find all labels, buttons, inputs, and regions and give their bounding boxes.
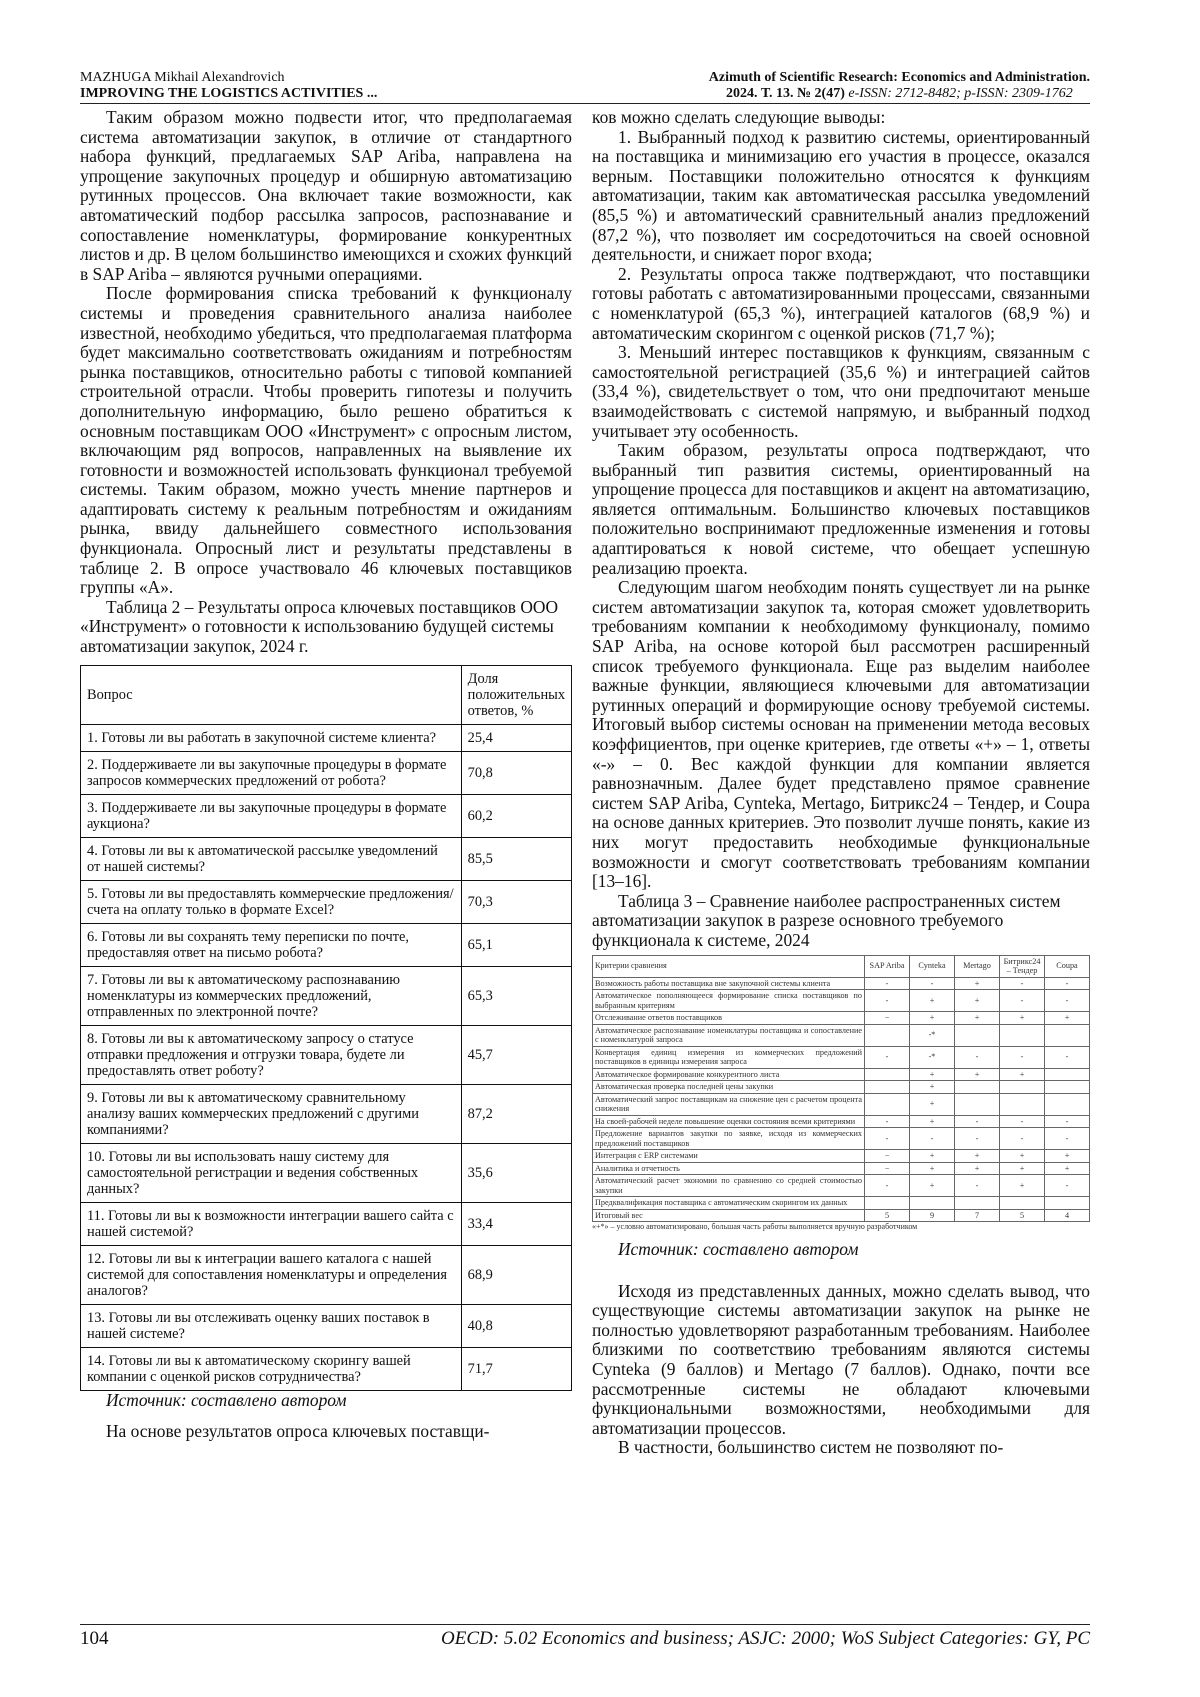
table3-mark-cell: - — [1045, 1128, 1090, 1150]
table2-value-cell: 25,4 — [461, 724, 571, 751]
table3-row — [593, 1128, 1090, 1150]
table2-value-cell: 65,3 — [461, 966, 571, 1025]
table3-header-system: SAP Ariba — [865, 955, 910, 977]
table3-mark-cell: + — [910, 1093, 955, 1115]
table2-question-cell: 5. Готовы ли вы предоставлять коммерческие предложения/счета на оплату только в формате Excel? — [81, 880, 462, 923]
table2-row — [81, 1304, 572, 1347]
table3-mark-cell: - — [1045, 990, 1090, 1012]
table2-header-share: Доля положительных ответов, % — [461, 665, 571, 724]
table3-mark-cell: 4 — [1045, 1209, 1090, 1222]
table3-mark-cell: - — [955, 1046, 1000, 1068]
table2-question-cell: 3. Поддерживаете ли вы закупочные процедуры в формате аукциона? — [81, 794, 462, 837]
table3-mark-cell: - — [1000, 1115, 1045, 1128]
table3-mark-cell — [910, 1197, 955, 1210]
table2-row — [81, 1084, 572, 1143]
table3-mark-cell: - — [1045, 1115, 1090, 1128]
table2-source: Источник: составлено автором — [106, 1389, 347, 1410]
table2-row — [81, 1025, 572, 1084]
table2 — [80, 665, 572, 1391]
table3-criteria-cell: Предложение вариантов закупки по заявке, исходя из коммерческих предложений поставщиков — [593, 1128, 865, 1150]
table3-mark-cell — [1045, 1197, 1090, 1210]
table3-header-system: Coupa — [1045, 955, 1090, 977]
table2-question-cell: 6. Готовы ли вы сохранять тему переписки по почте, предоставляя ответ на письмо робота? — [81, 923, 462, 966]
table2-question-cell: 2. Поддерживаете ли вы закупочные процедуры в формате запросов коммерческих предложений от робота? — [81, 751, 462, 794]
table3-mark-cell — [1045, 1068, 1090, 1081]
table3-mark-cell — [1000, 1093, 1045, 1115]
table3-mark-cell: - — [955, 1115, 1000, 1128]
table2-question-cell: 12. Готовы ли вы к интеграции вашего каталога с нашей системой для сопоставления номенклатуры и определения аналогов? — [81, 1245, 462, 1304]
table2-question-cell: 14. Готовы ли вы к автоматическому скорингу вашей компании с оценкой рисков сотрудничества? — [81, 1347, 462, 1390]
table3 — [592, 955, 1090, 1223]
table3-mark-cell: - — [1045, 977, 1090, 990]
header-article-title: IMPROVING THE LOGISTICS ACTIVITIES ... — [80, 86, 378, 101]
header-journal: Azimuth of Scientific Research: Economics and Administration. — [708, 70, 1090, 85]
table3-mark-cell — [1000, 1081, 1045, 1094]
table3-row — [593, 1150, 1090, 1163]
table3-mark-cell: + — [910, 1012, 955, 1025]
table3-mark-cell: + — [1000, 1012, 1045, 1025]
table3-mark-cell: -* — [910, 1046, 955, 1068]
table3-mark-cell — [1000, 1024, 1045, 1046]
table2-value-cell: 85,5 — [461, 837, 571, 880]
table3-criteria-cell: Аналитика и отчетность — [593, 1162, 865, 1175]
table3-note: «+*» – условно автоматизировано, большая часть работы выполняется вручную разработчиком — [592, 1222, 918, 1232]
table3-mark-cell: - — [1000, 1046, 1045, 1068]
right-paragraph-8: В частности, большинство систем не позволяют по- — [618, 1437, 1004, 1458]
table3-mark-cell: + — [955, 1162, 1000, 1175]
table3-mark-cell: - — [955, 1128, 1000, 1150]
table2-question-cell: 11. Готовы ли вы к возможности интеграции вашего сайта с нашей системой? — [81, 1202, 462, 1245]
right-paragraph-2: 1. Выбранный подход к развитию системы, ориентированный на поставщика и минимизацию его участия в процессе, оказался верным. Поставщики положительно относятся к функциям автоматизации, таким как автоматическая рассылка уведомлений (85,5 %) и автоматический сравнительный анализ предложений (87,2 %), что позволяет им сосредоточиться на своей основной деятельности, и снижает порог входа; — [592, 126, 1090, 265]
table3-mark-cell: - — [1045, 1175, 1090, 1197]
table3-mark-cell: + — [955, 1068, 1000, 1081]
right-paragraph-5: Таким образом, результаты опроса подтверждают, что выбранный тип развития системы, ориентированный на упрощение процесса для поставщиков и акцент на автоматизацию, является оптимальным. Большинство ключевых поставщиков положительно воспринимают предложенные изменения и готовы адаптироваться к новой системе, что обещает успешную реализацию проекта. — [592, 440, 1090, 578]
table2-value-cell: 45,7 — [461, 1025, 571, 1084]
table2-value-cell: 70,8 — [461, 751, 571, 794]
table3-mark-cell — [865, 1197, 910, 1210]
table3-mark-cell: + — [955, 990, 1000, 1012]
table3-criteria-cell: Автоматическое формирование конкурентного листа — [593, 1068, 865, 1081]
table2-value-cell: 87,2 — [461, 1084, 571, 1143]
table3-caption: Таблица 3 – Сравнение наиболее распространенных систем автоматизации закупок в разрезе основного требуемого функционала к системе, 2024 — [592, 890, 1061, 950]
table2-question-cell: 1. Готовы ли вы работать в закупочной системе клиента? — [81, 724, 462, 751]
table3-mark-cell: - — [1000, 990, 1045, 1012]
table3-mark-cell: + — [955, 977, 1000, 990]
table3-row — [593, 1081, 1090, 1094]
table3-mark-cell: - — [865, 1175, 910, 1197]
running-header-left — [80, 70, 377, 102]
table2-value-cell: 65,1 — [461, 923, 571, 966]
table2-question-cell: 9. Готовы ли вы к автоматическому сравнительному анализу ваших коммерческих предложений с другими компаниями? — [81, 1084, 462, 1143]
table3-row — [593, 1046, 1090, 1068]
table3-header-criteria: Критерии сравнения — [593, 955, 865, 977]
right-paragraph-7: Исходя из представленных данных, можно сделать вывод, что существующие системы автоматизации закупок на рынке не полностью удовлетворяют разработанным требованиям. Наиболее близкими по соответствию требованиям являются системы Cynteka (9 баллов) и Mertago (7 баллов). Однако, почти все рассмотренные системы не обладают ключевыми функциональными возможностями, необходимыми для автоматизации процессов. — [592, 1280, 1090, 1438]
table3-mark-cell: + — [1000, 1162, 1045, 1175]
table3-header-system: Битрикс24 – Тендер — [1000, 955, 1045, 977]
table3-mark-cell — [865, 1024, 910, 1046]
table2-value-cell: 68,9 — [461, 1245, 571, 1304]
table3-mark-cell — [955, 1093, 1000, 1115]
table2-caption: Таблица 2 – Результаты опроса ключевых поставщиков ООО «Инструмент» о готовности к использованию будущей системы автоматизации закупок, 2024 г. — [80, 596, 559, 657]
table3-mark-cell: + — [955, 1012, 1000, 1025]
table3-mark-cell — [865, 1093, 910, 1115]
table3-mark-cell: - — [1000, 977, 1045, 990]
left-paragraph-2: После формирования списка требований к функционалу системы и проведения сравнительного анализа наиболее известной, необходимо убедиться, что предполагаемая платформа будет максимально соответствовать ожиданиям и потребностям рынка поставщиков, относительно работы с типовой компанией строительной отрасли. Чтобы проверить гипотезы и получить дополнительную информацию, было решено обратиться к основным поставщикам ООО «Инструмент» с опросным листом, включающим ряд вопросов, направленных на выявление их готовности и возможностей использовать функционал требуемой системы. Таким образом, можно учесть мнение партнеров и адаптировать систему к реальным потребностям и ожиданиям рынка, ввиду дальнейшего совместного использования функционала. Опросный лист и результаты представлены в таблице 2. В опросе участвовало 46 ключевых поставщиков группы «А». — [80, 283, 572, 598]
table3-criteria-cell: Конвертация единиц измерения из коммерческих предложений поставщиков в единицы измерения запроса — [593, 1046, 865, 1068]
table2-question-cell: 10. Готовы ли вы использовать нашу систему для самостоятельной регистрации и ведения собственных данных? — [81, 1143, 462, 1202]
table3-mark-cell: + — [1000, 1150, 1045, 1163]
page-number: 104 — [80, 1628, 109, 1649]
table3-mark-cell — [955, 1024, 1000, 1046]
table3-row — [593, 990, 1090, 1012]
table3-mark-cell: + — [1045, 1150, 1090, 1163]
table3-criteria-cell: Автоматический расчет экономии по сравнению со средней стоимостью закупки — [593, 1175, 865, 1197]
table3-row — [593, 1093, 1090, 1115]
table2-row — [81, 880, 572, 923]
table2-value-cell: 71,7 — [461, 1347, 571, 1390]
table3-mark-cell — [1045, 1024, 1090, 1046]
table3-mark-cell: + — [910, 990, 955, 1012]
table3-mark-cell: + — [910, 1068, 955, 1081]
table3-mark-cell: + — [910, 1162, 955, 1175]
table3-mark-cell: 5 — [1000, 1209, 1045, 1222]
table3-row — [593, 1024, 1090, 1046]
table3-row — [593, 1209, 1090, 1222]
table3-criteria-cell: Автоматическое пополняющееся формирование списка поставщиков по выбранным критериям — [593, 990, 865, 1012]
table3-mark-cell — [1045, 1093, 1090, 1115]
table2-question-cell: 7. Готовы ли вы к автоматическому распознаванию номенклатуры из коммерческих предложений, отправленных по электронной почте? — [81, 966, 462, 1025]
table3-criteria-cell: На своей-рабочей неделе повышение оценки состояния всеми критериями — [593, 1115, 865, 1128]
right-paragraph-6: Следующим шагом необходим понять существует ли на рынке систем автоматизации закупок та, которая сможет удовлетворить требованиям компании к необходимому функционалу, помимо SAP Ariba, на основе которой был рассмотрен расширенный список требуемого функционала. Еще раз выделим наиболее важные функции, являющиеся ключевыми для автоматизации рутинных операций и формирующие основу требуемой системы. Итоговый выбор системы основан на применении метода весовых коэффициентов, при оценке критериев, где ответы «+» – 1, ответы «-» – 0. Вес каждой функции для компании является равнозначным. Далее будет представлено прямое сравнение систем SAP Ariba, Cynteka, Mertago, Битрикс24 – Тендер, и Coupa на основе данных критериев. Это позволит лучше понять, какие из них могут предоставить необходимые функциональные возможности и смогут соответствовать требованиям компании [13–16]. — [592, 577, 1090, 892]
table3-mark-cell — [865, 1081, 910, 1094]
table3-row — [593, 1175, 1090, 1197]
table3-source: Источник: составлено автором — [618, 1239, 859, 1260]
table2-row — [81, 837, 572, 880]
table2-row — [81, 923, 572, 966]
left-paragraph-1: Таким образом можно подвести итог, что предполагаемая система автоматизации закупок, в отличие от стандартного набора функций, предлагаемых SAP Ariba, направлена на упрощение закупочных процедур и обширную автоматизацию рутинных процессов. Она включает такие возможности, как автоматический подбор рассылка запросов, распознавание и сопоставление номенклатуры, формирование конкурентных листов и др. В целом большинство имеющихся и схожих функций в SAP Ariba – являются ручными операциями. — [80, 107, 572, 284]
right-paragraph-1: ков можно сделать следующие выводы: — [592, 107, 886, 127]
table3-mark-cell: 5 — [865, 1209, 910, 1222]
table3-mark-cell — [865, 1068, 910, 1081]
table2-row — [81, 794, 572, 837]
table3-header-system: Mertago — [955, 955, 1000, 977]
table3-criteria-cell: Автоматическое распознавание номенклатуры поставщика и сопоставление с номенклатурой запроса — [593, 1024, 865, 1046]
table3-criteria-cell: Предквалификация поставщика с автоматическим скорингом их данных — [593, 1197, 865, 1210]
table3-criteria-cell: Интеграция с ERP системами — [593, 1150, 865, 1163]
table2-row — [81, 1245, 572, 1304]
table3-criteria-cell: Отслеживание ответов поставщиков — [593, 1012, 865, 1025]
table3-mark-cell: − — [865, 1162, 910, 1175]
table3-header-system: Cynteka — [910, 955, 955, 977]
table3-mark-cell: - — [865, 990, 910, 1012]
header-author: MAZHUGA Mikhail Alexandrovich — [80, 70, 285, 85]
table3-body — [593, 977, 1090, 1222]
table3-mark-cell: - — [865, 1115, 910, 1128]
table3-mark-cell: -* — [910, 1024, 955, 1046]
table3-mark-cell: − — [865, 1150, 910, 1163]
table3-mark-cell — [1000, 1197, 1045, 1210]
table2-value-cell: 70,3 — [461, 880, 571, 923]
table2-row — [81, 724, 572, 751]
right-paragraph-3: 2. Результаты опроса также подтверждают, что поставщики готовы работать с автоматизированными процессами, связанными с номенклатурой (65,3 %), интеграцией каталогов (68,9 %) и автоматическим скорингом с оценкой рисков (71,7 %); — [592, 263, 1090, 343]
table2-row — [81, 1347, 572, 1390]
header-rule — [80, 103, 1090, 104]
footer-rule — [80, 1624, 1090, 1625]
table2-row — [81, 1202, 572, 1245]
table3-mark-cell: − — [865, 1012, 910, 1025]
table3-mark-cell: + — [1045, 1012, 1090, 1025]
table3-header-row — [593, 955, 1090, 977]
table2-value-cell: 33,4 — [461, 1202, 571, 1245]
table3-mark-cell: + — [1045, 1162, 1090, 1175]
right-paragraph-4: 3. Меньший интерес поставщиков к функциям, связанным с самостоятельной регистрацией (35,6 %) и интеграцией сайтов (33,4 %), свидетельствует о том, что они предпочитают меньше взаимодействовать с системой напрямую, и выбранный подход учитывает эту особенность. — [592, 342, 1090, 441]
table3-mark-cell: - — [955, 1175, 1000, 1197]
table3-mark-cell: + — [910, 1115, 955, 1128]
table3-mark-cell: - — [1045, 1046, 1090, 1068]
left-column — [80, 108, 572, 1442]
table3-mark-cell: - — [910, 977, 955, 990]
table2-question-cell: 13. Готовы ли вы отслеживать оценку ваших поставок в нашей системе? — [81, 1304, 462, 1347]
table3-mark-cell: + — [910, 1150, 955, 1163]
table3-mark-cell — [955, 1081, 1000, 1094]
table3-mark-cell: + — [1000, 1175, 1045, 1197]
table3-mark-cell — [1045, 1081, 1090, 1094]
table2-value-cell: 35,6 — [461, 1143, 571, 1202]
table2-row — [81, 751, 572, 794]
table2-question-cell: 4. Готовы ли вы к автоматической рассылке уведомлений от нашей системы? — [81, 837, 462, 880]
table3-mark-cell: - — [865, 1128, 910, 1150]
table3-criteria-cell: Итоговый вес — [593, 1209, 865, 1222]
table3-mark-cell: + — [1000, 1068, 1045, 1081]
table3-mark-cell: - — [865, 977, 910, 990]
table3-row — [593, 1012, 1090, 1025]
header-issn: e-ISSN: 2712-8482; p-ISSN: 2309-1762 — [848, 86, 1073, 101]
left-paragraph-3: На основе результатов опроса ключевых поставщи- — [106, 1421, 490, 1442]
table2-body — [81, 724, 572, 1390]
table3-criteria-cell: Автоматический запрос поставщикам на снижение цен с расчетом процента снижения — [593, 1093, 865, 1115]
table3-row — [593, 977, 1090, 990]
table3-mark-cell: 9 — [910, 1209, 955, 1222]
table3-mark-cell: 7 — [955, 1209, 1000, 1222]
table3-mark-cell: - — [910, 1128, 955, 1150]
table3-mark-cell: + — [910, 1081, 955, 1094]
table3-criteria-cell: Возможность работы поставщика вне закупочной системы клиента — [593, 977, 865, 990]
running-header-right — [709, 70, 1090, 102]
right-column — [592, 108, 1090, 1458]
table2-header-question: Вопрос — [81, 665, 462, 724]
table3-mark-cell — [955, 1197, 1000, 1210]
table2-question-cell: 8. Готовы ли вы к автоматическому запросу о статусе отправки предложения и отгрузки товара, будете ли предоставлять ответ роботу? — [81, 1025, 462, 1084]
table2-row — [81, 1143, 572, 1202]
table3-mark-cell: + — [955, 1150, 1000, 1163]
table2-value-cell: 60,2 — [461, 794, 571, 837]
table2-header-row — [81, 665, 572, 724]
table3-row — [593, 1068, 1090, 1081]
table3-row — [593, 1162, 1090, 1175]
table3-row — [593, 1197, 1090, 1210]
footer-classification: OECD: 5.02 Economics and business; ASJC: 2000; WoS Subject Categories: GY, PC — [441, 1628, 1090, 1649]
table3-mark-cell: - — [865, 1046, 910, 1068]
table2-value-cell: 40,8 — [461, 1304, 571, 1347]
table3-criteria-cell: Автоматическая проверка последней цены закупки — [593, 1081, 865, 1094]
table2-row — [81, 966, 572, 1025]
table3-mark-cell: + — [910, 1175, 955, 1197]
table3-row — [593, 1115, 1090, 1128]
table3-mark-cell: - — [1000, 1128, 1045, 1150]
header-volume: 2024. Т. 13. № 2(47) — [726, 86, 845, 101]
